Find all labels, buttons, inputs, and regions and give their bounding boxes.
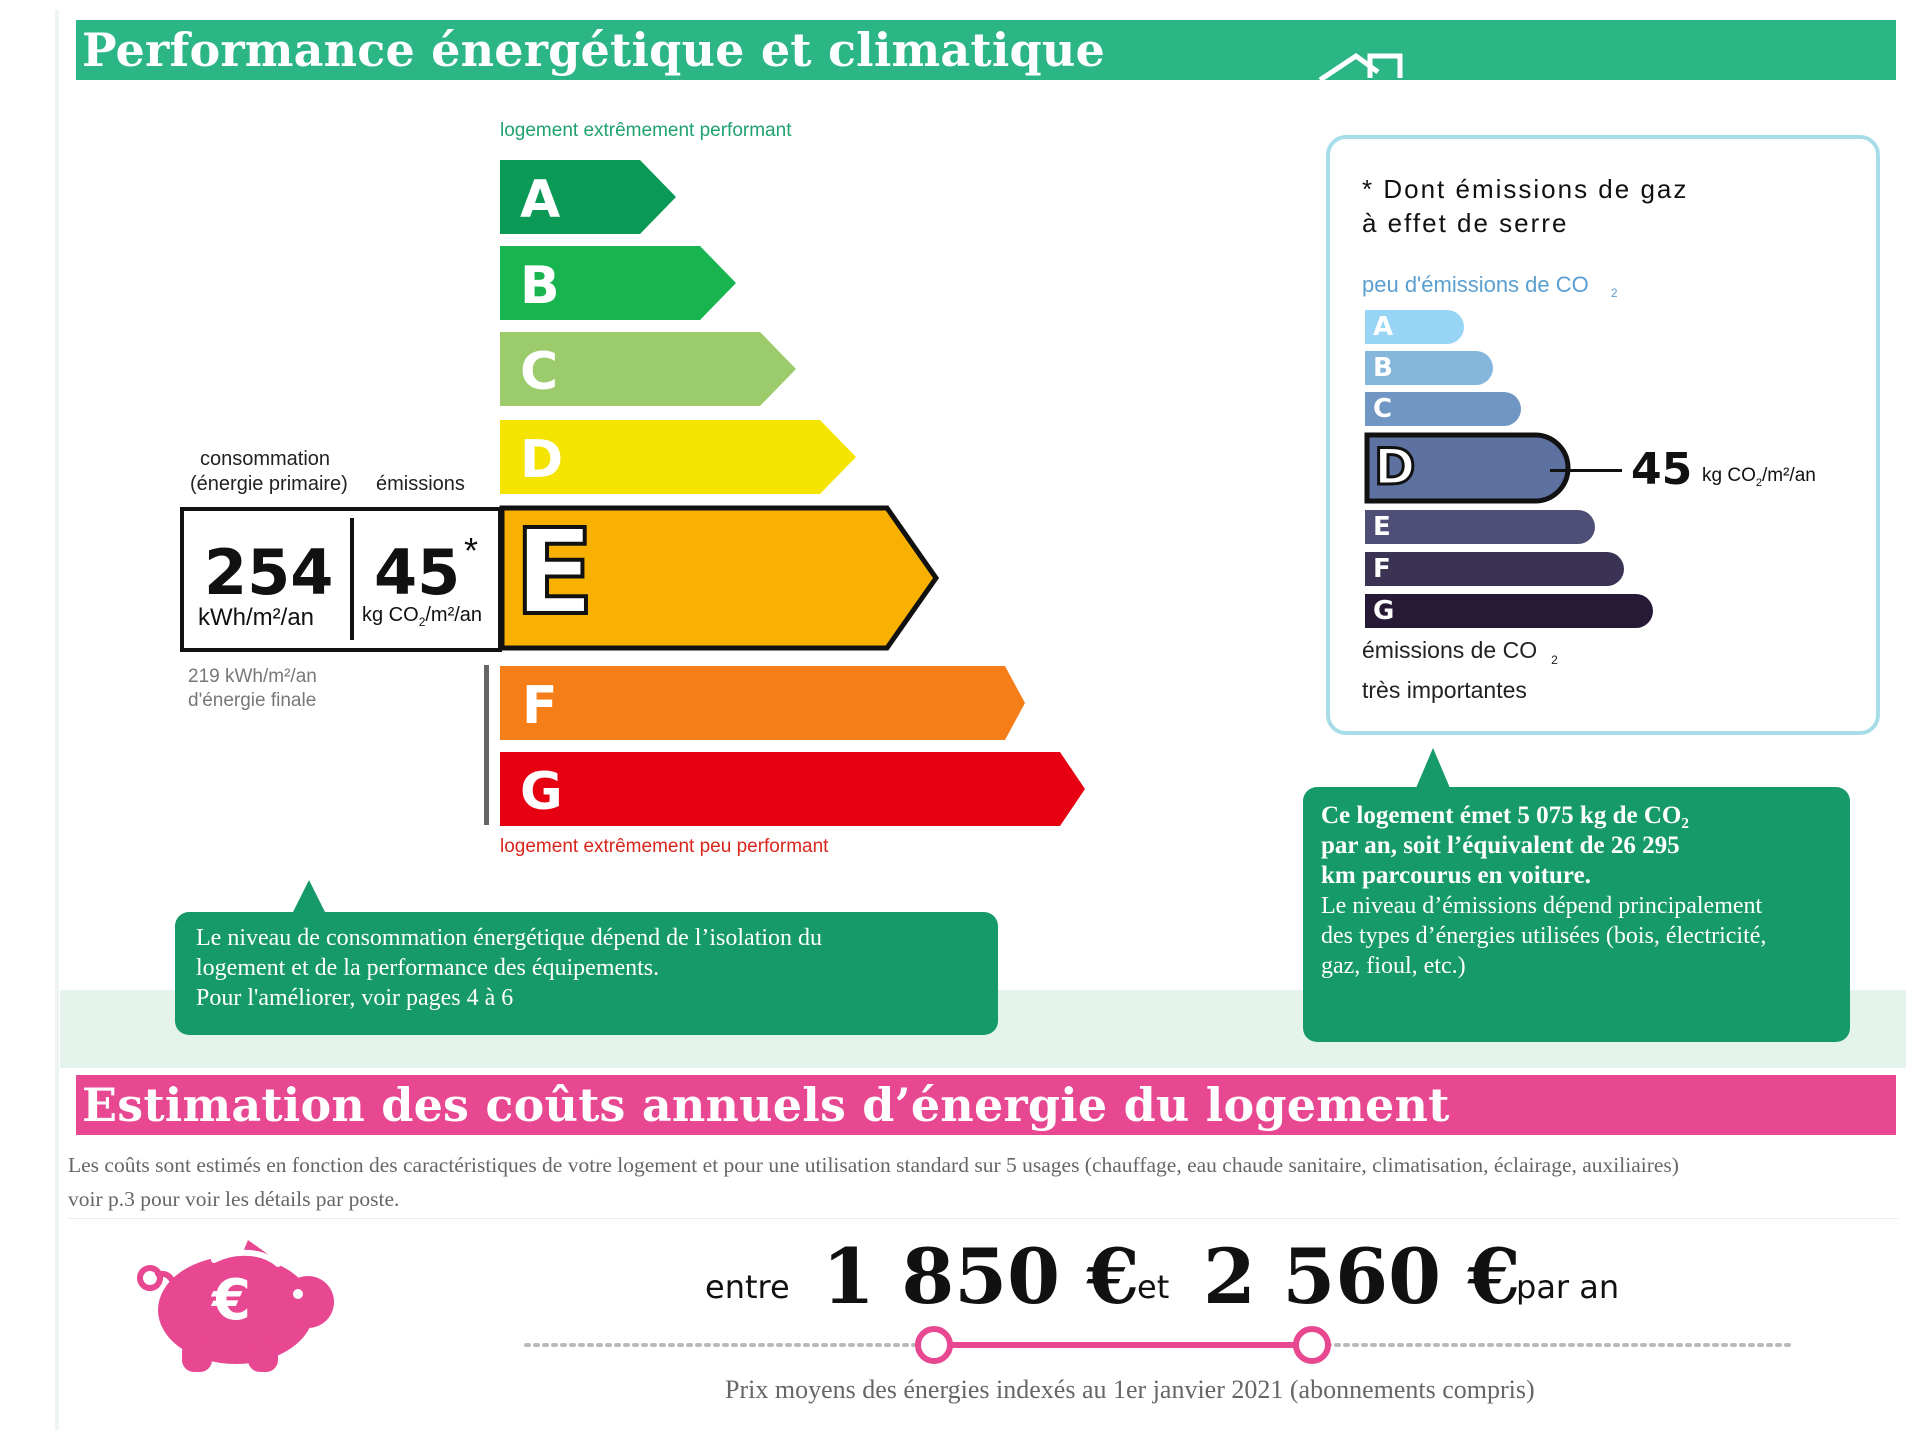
ges-unit-prefix: kg CO xyxy=(1702,465,1756,486)
consumption-value: 254 xyxy=(204,536,334,609)
ges-unit-suffix: /m²/an xyxy=(1761,465,1816,486)
ges-class-e xyxy=(1365,510,1595,544)
consumption-info-line1: Le niveau de consommation énergétique dépend de l’isolation du xyxy=(196,925,823,951)
ges-letter-g: G xyxy=(1373,596,1395,626)
cost-range-bar xyxy=(520,1320,1800,1370)
ges-letter-f: F xyxy=(1373,554,1391,584)
emissions-unit-prefix: kg CO xyxy=(362,604,419,626)
consumption-info-line2: logement et de la performance des équipements. xyxy=(196,955,660,981)
final-energy-value: 219 kWh/m²/an xyxy=(188,666,317,687)
emissions-info-bold3: km parcourus en voiture. xyxy=(1321,862,1591,889)
bottom-scale-label: logement extrêmement peu performant xyxy=(500,836,829,857)
emissions-info-line3: gaz, fioul, etc.) xyxy=(1321,953,1466,979)
costs-description-line1: Les coûts sont estimés en fonction des caractéristiques de votre logement et pour une utilisation standard sur 5 usages (chauffage, eau chaude sanitaire, climatisation, éclairage, auxiliaires) xyxy=(68,1153,1679,1177)
ges-letter-e: E xyxy=(1373,512,1391,542)
piggy-euro-symbol: € xyxy=(212,1268,251,1333)
costs-banner: Estimation des coûts annuels d’énergie du logement xyxy=(76,1075,1896,1135)
ges-letter-a: A xyxy=(1373,312,1394,342)
consumption-label xyxy=(190,448,348,496)
house-icon xyxy=(1318,52,1408,82)
cost-footnote: Prix moyens des énergies indexés au 1er janvier 2021 (abonnements compris) xyxy=(725,1375,1535,1404)
energy-class-g xyxy=(500,752,1085,826)
energy-class-f xyxy=(500,666,1025,740)
emissions-unit-sub: 2 xyxy=(418,615,426,629)
final-energy-label: d'énergie finale xyxy=(188,690,317,711)
consumption-label-line2: (énergie primaire) xyxy=(190,473,348,495)
cost-per-year-word: par an xyxy=(1516,1268,1620,1306)
ges-bottom-label-sub: 2 xyxy=(1551,652,1558,667)
costs-description xyxy=(68,1148,1679,1216)
callout-pointer-right xyxy=(1416,748,1450,788)
emissions-info-bold1: Ce logement émet 5 075 kg de CO₂ xyxy=(1321,802,1689,829)
ges-unit xyxy=(1702,465,1816,489)
costs-description-line2: voir p.3 pour voir les détails par poste. xyxy=(68,1187,400,1211)
ges-title-line2: à effet de serre xyxy=(1362,208,1569,238)
ges-letter-d-current: D xyxy=(1374,438,1416,496)
final-energy-note xyxy=(188,665,317,713)
emissions-info-bold2: par an, soit l’équivalent de 26 295 xyxy=(1321,832,1680,859)
energy-letter-b: B xyxy=(520,256,560,316)
emissions-info-line1: Le niveau d’émissions dépend principalement xyxy=(1321,893,1763,919)
emissions-unit xyxy=(362,604,482,629)
callout-pointer-left xyxy=(292,880,326,914)
emissions-star: * xyxy=(464,530,479,571)
emissions-info-line2: des types d’énergies utilisées (bois, électricité, xyxy=(1321,923,1767,949)
consumption-info-box xyxy=(175,912,998,1035)
consumption-info-line3: Pour l'améliorer, voir pages 4 à 6 xyxy=(196,985,514,1011)
top-scale-label: logement extrêmement performant xyxy=(500,120,792,141)
ges-letter-c: C xyxy=(1373,394,1393,424)
energy-letter-g: G xyxy=(520,762,563,822)
energy-letter-c: C xyxy=(520,342,559,402)
emissions-unit-suffix: /m²/an xyxy=(425,604,483,626)
energy-letter-a: A xyxy=(520,170,561,230)
ges-top-label xyxy=(1362,272,1618,300)
costs-divider xyxy=(68,1218,1898,1219)
ges-unit-sub: 2 xyxy=(1755,476,1762,489)
emissions-info-box xyxy=(1303,787,1850,1042)
ges-letter-b: B xyxy=(1373,353,1393,383)
ges-top-label-text: peu d'émissions de CO xyxy=(1362,272,1589,297)
ges-value-leader xyxy=(1550,469,1622,472)
emissions-label: émissions xyxy=(376,473,465,495)
energy-letter-e-current: E xyxy=(514,503,595,641)
consumption-label-line1: consommation xyxy=(199,448,331,470)
energy-letter-d: D xyxy=(520,430,564,490)
ges-value: 45 xyxy=(1631,444,1693,495)
ges-class-f xyxy=(1365,552,1624,586)
ges-top-label-sub: 2 xyxy=(1610,286,1618,301)
consumption-unit: kWh/m²/an xyxy=(198,604,315,631)
cost-between-word: entre xyxy=(705,1268,790,1306)
ges-title xyxy=(1362,172,1688,240)
ges-bottom-label-line1: émissions de CO xyxy=(1362,637,1538,663)
cost-max-value: 2 560 € xyxy=(1203,1232,1521,1321)
ges-title-line1: * Dont émissions de gaz xyxy=(1362,174,1689,204)
energy-letter-f: F xyxy=(522,676,558,736)
ges-class-g xyxy=(1365,594,1653,628)
cost-and-word: et xyxy=(1137,1268,1170,1306)
consumption-divider xyxy=(350,518,354,640)
emissions-value: 45 xyxy=(374,536,461,609)
scale-bracket xyxy=(484,665,489,825)
performance-banner: Performance énergétique et climatique xyxy=(76,20,1896,80)
ges-bottom-label xyxy=(1362,635,1558,705)
ges-bottom-label-line2: très importantes xyxy=(1362,676,1527,703)
cost-min-value: 1 850 € xyxy=(822,1232,1140,1321)
